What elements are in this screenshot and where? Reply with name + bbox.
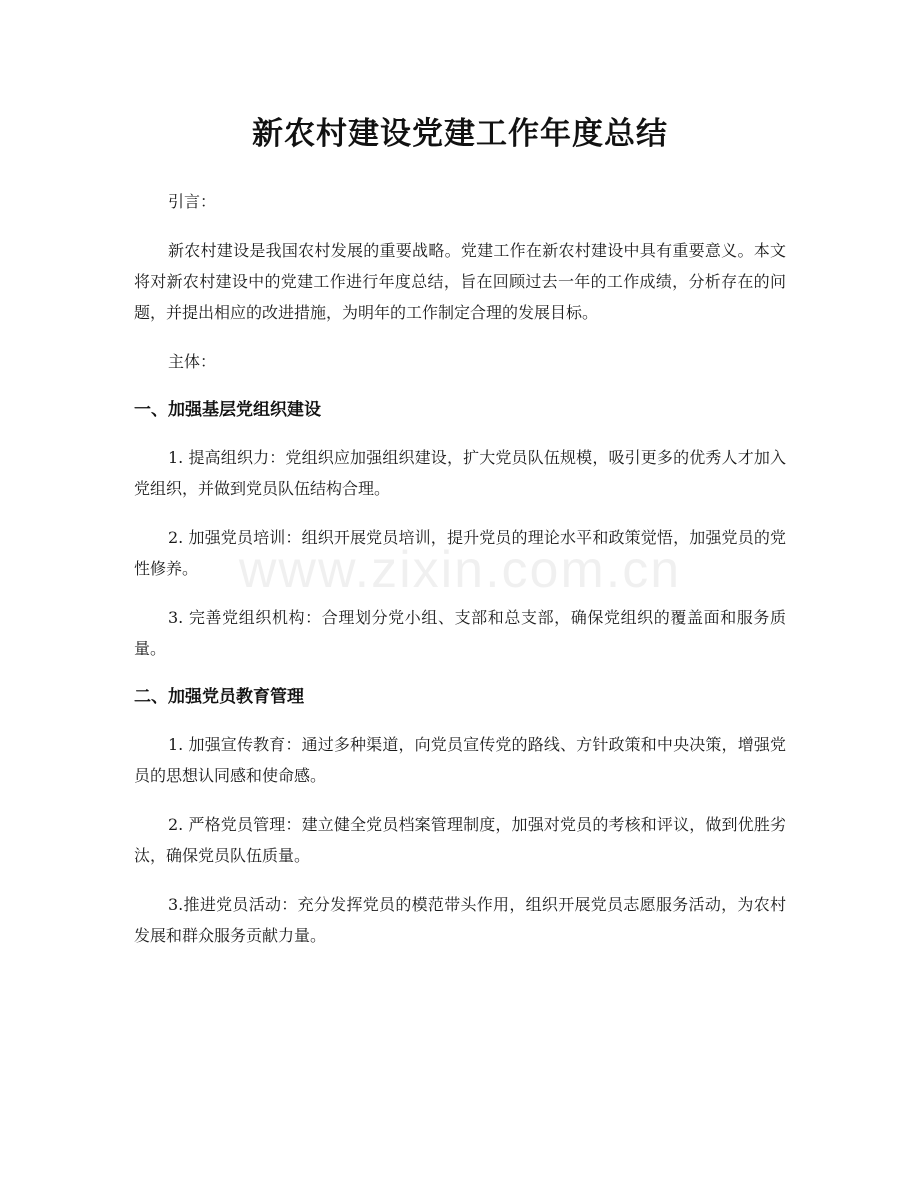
intro-paragraph: 新农村建设是我国农村发展的重要战略。党建工作在新农村建设中具有重要意义。本文将对新农村建设中的党建工作进行年度总结，旨在回顾过去一年的工作成绩，分析存在的问题，并提出相应的改进措施，为明年的工作制定合理的发展目标。 bbox=[134, 241, 786, 322]
section1-item-1: 1. 提高组织力：党组织应加强组织建设，扩大党员队伍规模，吸引更多的优秀人才加入党组织，并做到党员队伍结构合理。 bbox=[134, 448, 786, 498]
section1-item-2: 2. 加强党员培训：组织开展党员培训，提升党员的理论水平和政策觉悟，加强党员的党性修养。 bbox=[134, 528, 786, 578]
page-title: 新农村建设党建工作年度总结 bbox=[252, 116, 668, 152]
section2-item-3: 3.推进党员活动：充分发挥党员的模范带头作用，组织开展党员志愿服务活动，为农村发展和群众服务贡献力量。 bbox=[134, 895, 786, 945]
section-heading-1: 一、加强基层党组织建设 bbox=[134, 400, 321, 420]
body-label: 主体： bbox=[168, 352, 217, 371]
watermark: www.zixin.com.cn bbox=[238, 541, 682, 599]
document-body bbox=[134, 186, 786, 969]
section-heading-2: 二、加强党员教育管理 bbox=[134, 687, 304, 707]
intro-label: 引言： bbox=[168, 192, 217, 211]
section1-item-3: 3. 完善党组织机构：合理划分党小组、支部和总支部，确保党组织的覆盖面和服务质量。 bbox=[134, 608, 786, 658]
section2-item-2: 2. 严格党员管理：建立健全党员档案管理制度，加强对党员的考核和评议，做到优胜劣汰，确保党员队伍质量。 bbox=[134, 815, 786, 865]
section2-item-1: 1. 加强宣传教育：通过多种渠道，向党员宣传党的路线、方针政策和中央决策，增强党员的思想认同感和使命感。 bbox=[134, 735, 786, 785]
